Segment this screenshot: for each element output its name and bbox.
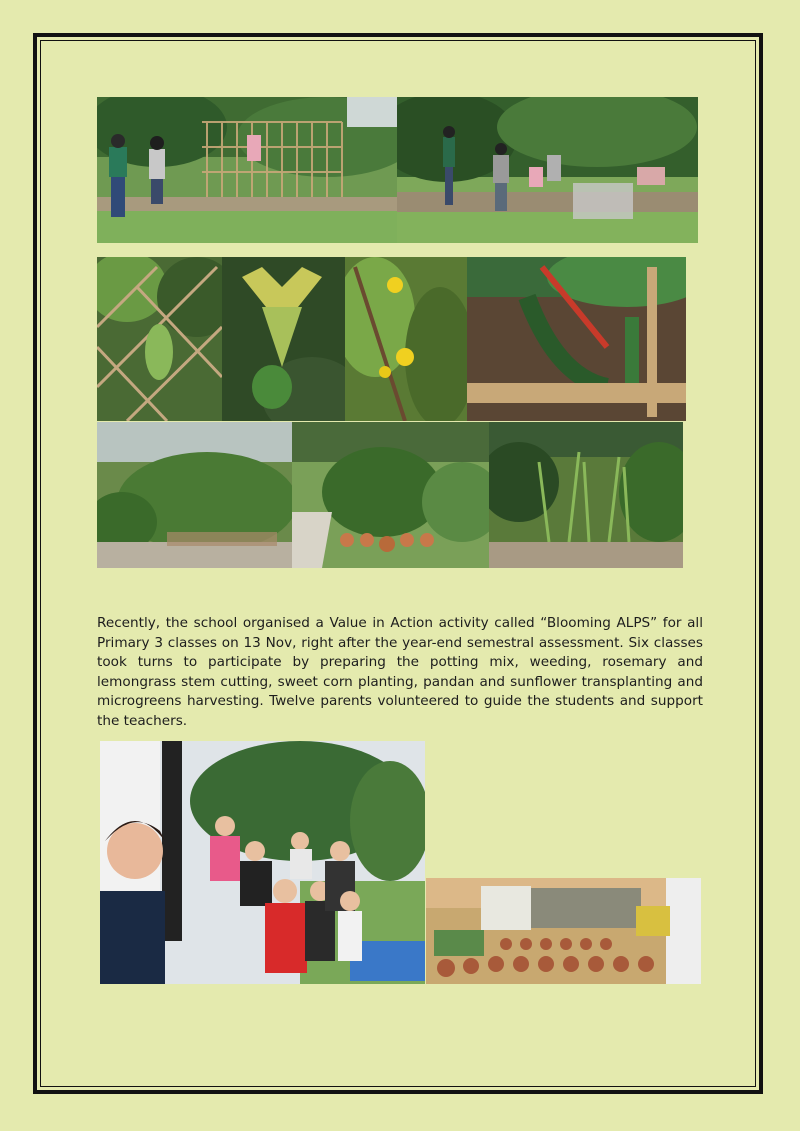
- photo-potted-plants: [292, 422, 489, 568]
- photo-sweet-corn: [489, 422, 683, 568]
- photo-cucumbers: [467, 257, 686, 421]
- photo-hedge-bed: [97, 422, 292, 568]
- photo-yellow-flowers: [345, 257, 467, 421]
- photo-volunteer-group: [100, 741, 425, 984]
- photo-pumpkin-flower: [222, 257, 345, 421]
- photo-seedling-trays: [426, 878, 701, 984]
- photo-volunteers-garden: [397, 97, 698, 243]
- photo-trellis-garden: [97, 97, 397, 243]
- article-paragraph: Recently, the school organised a Value in Action activity called “Blooming ALPS” for all Primary 3 classes on 13 Nov, right after the year-end semestral assessment. Six classes took turns to participate by preparing the potting mix, weeding, rosemary and lemongrass stem cutting, sweet corn planting, pandan and sunflower transplanting and microgreens harvesting. Twelve parents volunteered to guide the students and support the teachers.: [97, 615, 703, 729]
- photo-gourd-on-trellis: [97, 257, 222, 421]
